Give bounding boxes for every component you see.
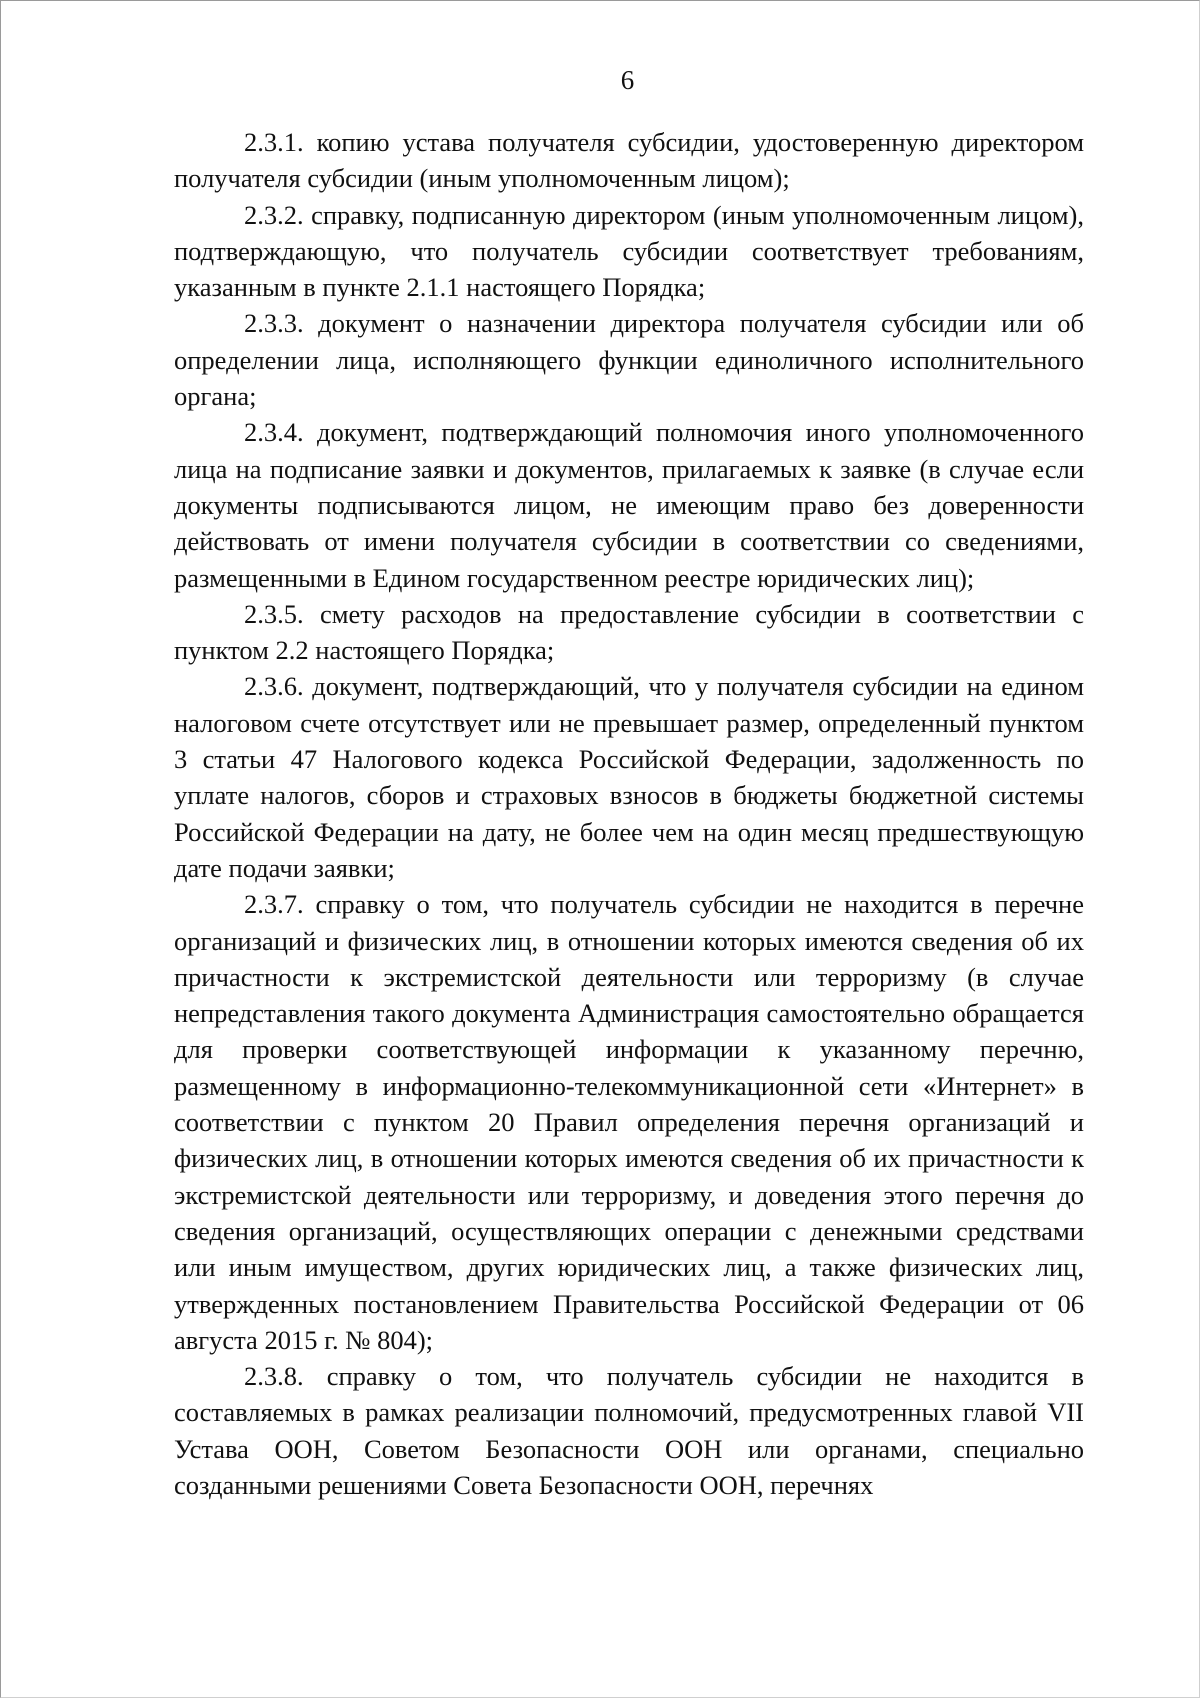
- paragraph-2-3-6: 2.3.6. документ, подтверждающий, что у получателя субсидии на едином налоговом счете отсутствует или не превышает размер, определенный пунктом 3 статьи 47 Налогового кодекса Российской Федерации, задолженность по уплате налогов, сборов и страховых взносов в бюджеты бюджетной системы Российской Федерации на дату, не более чем на один месяц предшествующую дате подачи заявки;: [174, 671, 1084, 883]
- paragraph-2-3-3: 2.3.3. документ о назначении директора получателя субсидии или об определении лица, исполняющего функции единоличного исполнительного органа;: [174, 308, 1084, 412]
- paragraph-2-3-5: 2.3.5. смету расходов на предоставление субсидии в соответствии с пунктом 2.2 настоящего Порядка;: [174, 598, 1084, 666]
- document-body: [174, 124, 1084, 1503]
- paragraph-2-3-7: 2.3.7. справку о том, что получатель субсидии не находится в перечне организаций и физических лиц, в отношении которых имеются сведения об их причастности к экстремистской деятельности или терроризму (в случае непредставления такого документа Администрация самостоятельно обращается для проверки соответствующей информации к указанному перечню, размещенному в информационно-телекоммуникационной сети «Интернет» в соответствии с пунктом 20 Правил определения перечня организаций и физических лиц, в отношении которых имеются сведения об их причастности к экстремистской деятельности или терроризму, и доведения этого перечня до сведения организаций, осуществляющих операции с денежными средствами или иным имуществом, других юридических лиц, а также физических лиц, утвержденных постановлением Правительства Российской Федерации от 06 августа 2015 г. № 804);: [174, 889, 1084, 1355]
- paragraph-2-3-8: 2.3.8. справку о том, что получатель субсидии не находится в составляемых в рамках реализации полномочий, предусмотренных главой VII Устава ООН, Советом Безопасности ООН или органами, специально созданными решениями Совета Безопасности ООН, перечнях: [174, 1361, 1084, 1500]
- paragraph-2-3-2: 2.3.2. справку, подписанную директором (иным уполномоченным лицом), подтверждающую, что получатель субсидии соответствует требованиям, указанным в пункте 2.1.1 настоящего Порядка;: [174, 199, 1084, 303]
- paragraph-2-3-4: 2.3.4. документ, подтверждающий полномочия иного уполномоченного лица на подписание заявки и документов, прилагаемых к заявке (в случае если документы подписываются лицом, не имеющим право без доверенности действовать от имени получателя субсидии в соответствии со сведениями, размещенными в Едином государственном реестре юридических лиц);: [174, 417, 1084, 593]
- paragraph-2-3-1: 2.3.1. копию устава получателя субсидии, удостоверенную директором получателя субсидии (иным уполномоченным лицом);: [174, 127, 1084, 194]
- page-number: 6: [620, 65, 635, 95]
